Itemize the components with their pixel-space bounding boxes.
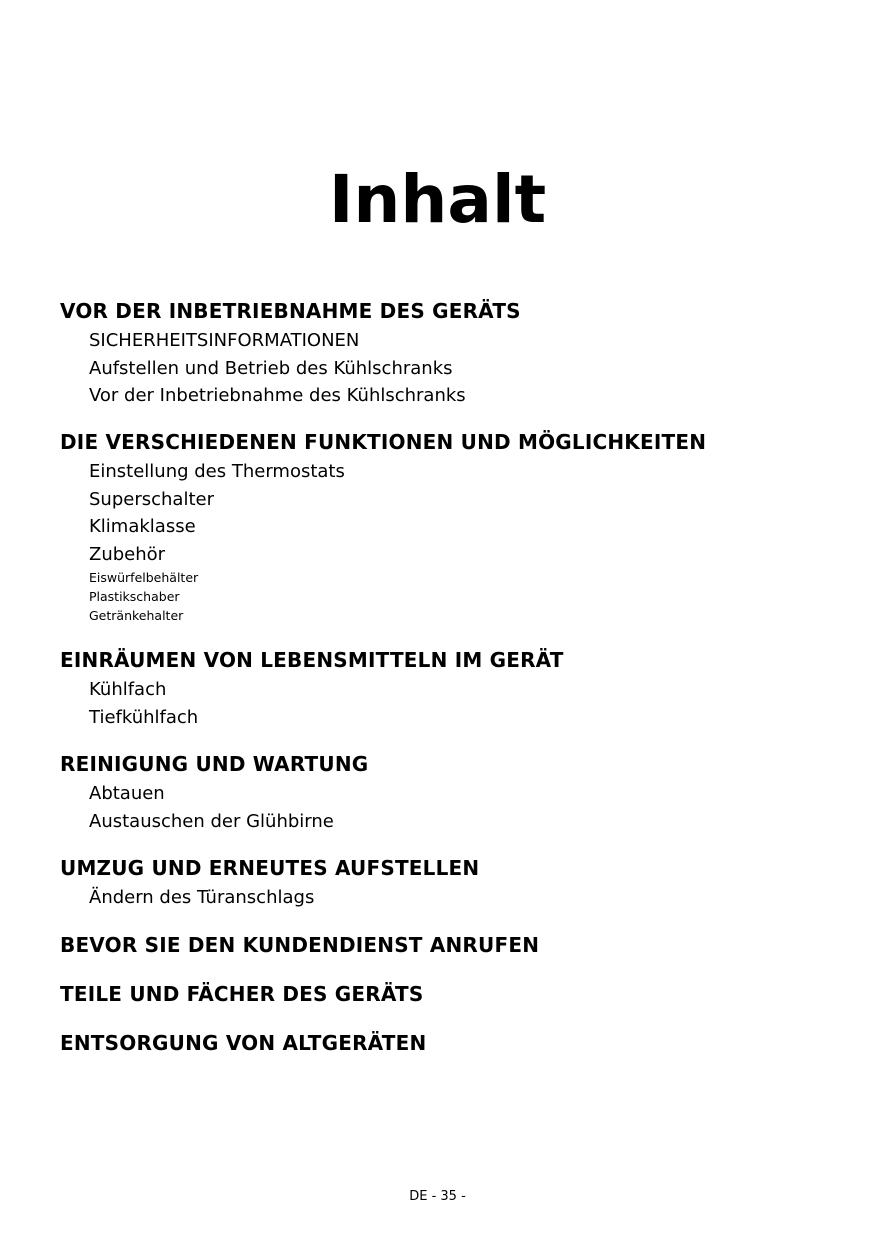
- toc-subitem[interactable]: Getränkehalter: [89, 608, 184, 623]
- toc-section-heading[interactable]: UMZUG UND ERNEUTES AUFSTELLEN: [60, 856, 480, 880]
- toc-item[interactable]: Superschalter: [89, 488, 214, 510]
- toc-section-heading[interactable]: VOR DER INBETRIEBNAHME DES GERÄTS: [60, 299, 521, 323]
- toc-item[interactable]: Einstellung des Thermostats: [89, 461, 345, 482]
- toc-section-relocation: [60, 855, 479, 912]
- page-title: Inhalt: [328, 161, 547, 238]
- toc-section-parts: [60, 981, 423, 1007]
- toc-section-heading[interactable]: EINRÄUMEN VON LEBENSMITTELN IM GERÄT: [60, 648, 564, 672]
- toc-subitem[interactable]: Eiswürfelbehälter: [89, 570, 199, 585]
- toc-subitem[interactable]: Plastikschaber: [89, 589, 180, 604]
- toc-item[interactable]: SICHERHEITSINFORMATIONEN: [89, 330, 360, 351]
- toc-section-heading[interactable]: ENTSORGUNG VON ALTGERÄTEN: [60, 1031, 427, 1055]
- toc-section-food-storage: [60, 647, 564, 731]
- toc-section-disposal: [60, 1030, 426, 1056]
- toc-section-heading[interactable]: DIE VERSCHIEDENEN FUNKTIONEN UND MÖGLICHKEITEN: [60, 430, 707, 454]
- toc-item[interactable]: Abtauen: [89, 783, 165, 804]
- toc-section-heading[interactable]: TEILE UND FÄCHER DES GERÄTS: [60, 982, 424, 1006]
- toc-item[interactable]: Aufstellen und Betrieb des Kühlschranks: [89, 357, 453, 379]
- toc-item[interactable]: Austauschen der Glühbirne: [89, 810, 334, 832]
- toc-item[interactable]: Klimaklasse: [89, 516, 196, 537]
- toc-section-before-operation: [60, 298, 521, 410]
- page-number: DE - 35 -: [409, 1189, 466, 1204]
- toc-section-heading[interactable]: REINIGUNG UND WARTUNG: [60, 752, 369, 776]
- toc-section-customer-service: [60, 932, 539, 958]
- toc-item[interactable]: Kühlfach: [89, 679, 167, 700]
- toc-section-heading[interactable]: BEVOR SIE DEN KUNDENDIENST ANRUFEN: [60, 933, 540, 957]
- toc-item[interactable]: Zubehör: [89, 543, 166, 565]
- toc-item[interactable]: Vor der Inbetriebnahme des Kühlschranks: [89, 385, 466, 406]
- toc-section-functions: [60, 429, 706, 625]
- toc-item[interactable]: Tiefkühlfach: [89, 706, 199, 728]
- toc-section-cleaning: [60, 751, 368, 835]
- toc-item[interactable]: Ändern des Türanschlags: [89, 887, 315, 908]
